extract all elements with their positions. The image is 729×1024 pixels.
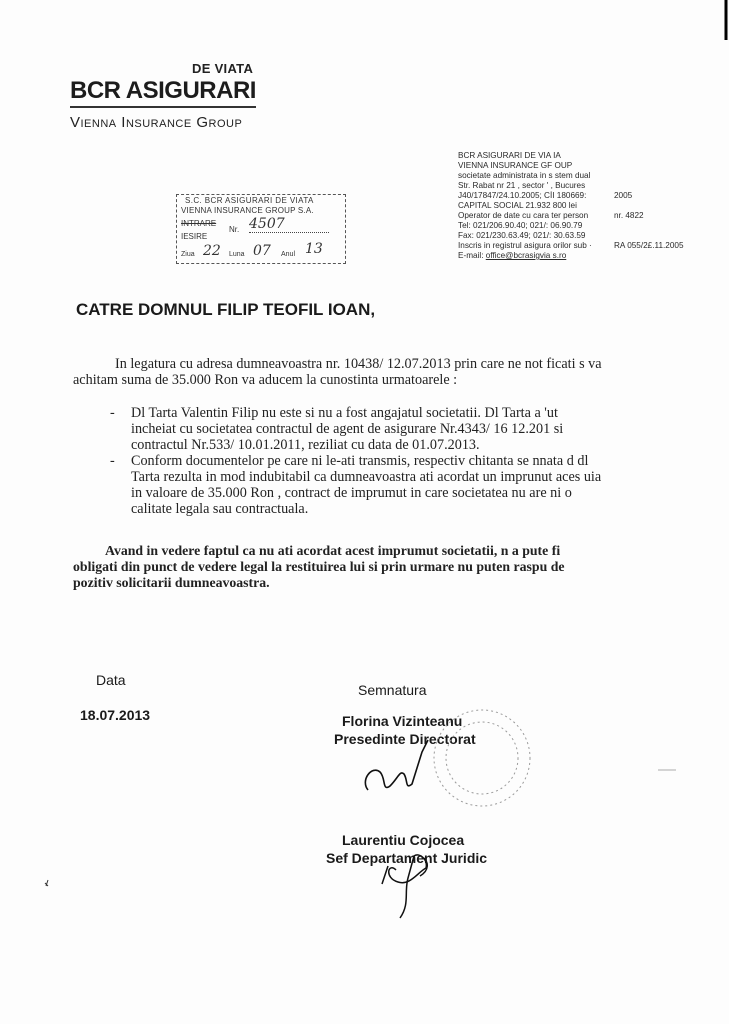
company-info-line	[458, 231, 726, 241]
info-text	[608, 151, 614, 161]
paragraph-line: achitam suma de 35.000 Ron va aducem la cunostinta urmatoarele :	[73, 372, 458, 388]
date-label: Data	[96, 672, 126, 688]
info-text	[608, 161, 614, 171]
stamp-year-label: Anul	[281, 251, 296, 258]
stamp-month-value: 07	[253, 243, 271, 259]
company-info-line	[458, 181, 726, 191]
bullet-dash: -	[110, 405, 115, 421]
info-text: societate administrata in s stem dual	[458, 171, 591, 180]
bullet-line: incheiat cu societatea contractul de agent de asigurare Nr.4343/ 16 12.201 si	[131, 421, 564, 437]
signer1-name: Florina Vizinteanu	[342, 713, 463, 729]
company-logo: BCR ASIGURARI	[70, 77, 256, 104]
paragraph-line: Avand in vedere faptul ca nu ati acordat acest imprumut societatii, n a pute fi	[105, 543, 561, 558]
stamp-iesire: IESIRE	[181, 232, 208, 241]
bullet-line: Tarta rezulta in mod indubitabil ca dumneavoastra ati acordat un imprunut aces uia	[131, 469, 602, 485]
bullet-item	[110, 453, 670, 517]
info-text: Fax: 021/230.63.49; 021/: 30.63.59	[458, 231, 586, 240]
info-text: VIENNA INSURANCE GF OUP	[458, 161, 573, 170]
bullet-line: in valoare de 35.000 Ron , contract de imprumut in care societatea nu are ni o	[131, 485, 572, 501]
info-text: RA 055/2£.11.2005	[614, 241, 684, 250]
info-text: Operator de date cu cara ter person	[458, 211, 589, 220]
paragraph-line: In legatura cu adresa dumneavoastra nr. 10438/ 12.07.2013 prin care ne not ficati s va	[115, 356, 602, 372]
stamp-year-value: 13	[305, 241, 323, 257]
signer2-title: Sef Departament Juridic	[326, 850, 488, 866]
company-info-line	[458, 191, 726, 201]
info-text: Tel: 021/206.90.40; 021/: 06.90.79	[458, 221, 583, 230]
company-info-line	[458, 251, 726, 261]
signer1-title: Presedinte Directorat	[334, 731, 476, 747]
info-text	[608, 231, 614, 241]
company-info-line	[458, 171, 726, 181]
email-link[interactable]: office@bcrasigvia s.ro	[485, 251, 567, 260]
signer2-name: Laurentiu Cojocea	[342, 832, 465, 848]
info-text	[608, 171, 614, 181]
paragraph-line: pozitiv solicitarii dumneavoastra.	[73, 575, 270, 590]
info-text: J40/17847/24.10.2005; CİI 180669:	[458, 191, 587, 200]
stamp-day-label: Ziua	[181, 251, 195, 258]
bullet-dash: -	[110, 453, 115, 469]
stamp-company: S.C. BCR ASIGURARI DE VIATA	[185, 196, 314, 205]
company-info-line	[458, 201, 726, 211]
email-label: E-mail:	[458, 251, 484, 260]
logo-subtitle: DE VIATA	[192, 61, 254, 76]
signature-label: Semnatura	[358, 682, 427, 698]
stamp-group: VIENNA INSURANCE GROUP S.A.	[181, 206, 314, 215]
info-text: Inscris in registrul asigura orilor sub ·	[458, 241, 592, 250]
stamp-day-value: 22	[203, 243, 221, 259]
info-text: 2005	[614, 191, 633, 200]
bullet-item	[110, 405, 670, 453]
logo-group-name: Vienna Insurance Group	[70, 114, 243, 131]
info-text: CAPITAL SOCIAL 21.932 800 lei	[458, 201, 577, 210]
company-info-line	[458, 241, 726, 251]
margin-tick-mark	[45, 880, 48, 886]
info-text: BCR ASIGURARI DE VIA IA	[458, 151, 561, 160]
date-value: 18.07.2013	[80, 707, 151, 723]
stamp-nr-label: Nr.	[229, 225, 240, 234]
company-info-line	[458, 151, 726, 161]
paragraph-line: obligati din punct de vedere legal la restituirea lui si prin urmare nu puten raspu de	[73, 559, 565, 574]
company-info-block	[458, 151, 726, 261]
company-info-line	[458, 161, 726, 171]
addressee-heading: CATRE DOMNUL FILIP TEOFIL IOAN,	[76, 300, 376, 319]
info-text	[608, 221, 614, 231]
bullet-line: contractul Nr.533/ 10.01.2011, reziliat cu data de 01.07.2013.	[131, 437, 480, 453]
info-text	[608, 181, 614, 191]
info-text: nr. 4822	[614, 211, 644, 220]
logo-divider	[70, 106, 256, 108]
bullet-list	[110, 405, 670, 517]
bullet-line: Dl Tarta Valentin Filip nu este si nu a fost angajatul societatii. Dl Tarta a 'ut	[131, 405, 558, 421]
info-text: Str. Rabat nr 21 , sector ' , Bucures	[458, 181, 586, 190]
bullet-line: Conform documentelor pe care ni le-ati transmis, respectiv chitanta se nnata d dl	[131, 453, 589, 469]
intro-paragraph	[73, 356, 673, 388]
bullet-line: calitate legala sau contractuala.	[131, 501, 309, 517]
company-info-line	[458, 211, 726, 221]
stamp-intrare: INTRARE	[181, 219, 217, 228]
registration-stamp	[176, 194, 346, 264]
stamp-month-label: Luna	[229, 251, 245, 258]
conclusion-paragraph	[73, 543, 673, 591]
info-text	[608, 201, 614, 211]
company-info-line	[458, 221, 726, 231]
stamp-nr-value: 4507	[249, 216, 329, 233]
